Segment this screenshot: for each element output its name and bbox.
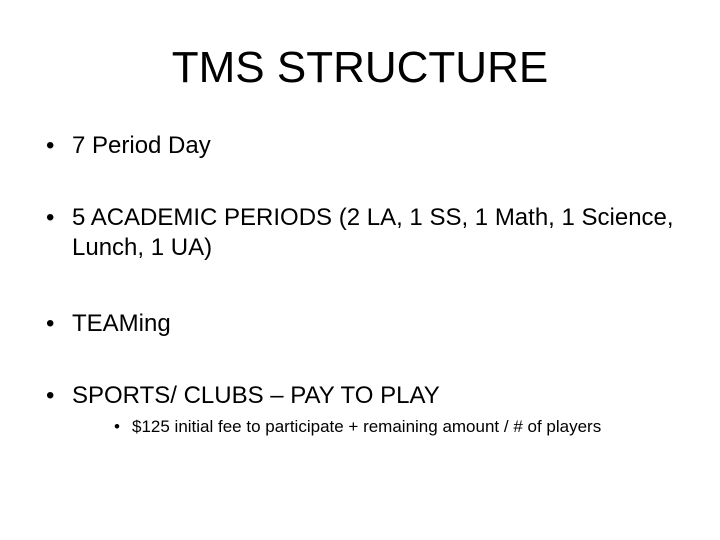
bullet-text: SPORTS/ CLUBS – PAY TO PLAY <box>72 382 440 409</box>
bullet-item <box>46 309 686 339</box>
sub-bullet-marker: • <box>114 417 120 436</box>
bullet-item <box>46 203 686 263</box>
bullet-marker: • <box>46 382 55 409</box>
bullet-text: 7 Period Day <box>72 132 211 159</box>
bullet-marker: • <box>46 310 55 337</box>
sub-bullet-text: $125 initial fee to participate + remaining amount / # of players <box>132 417 602 436</box>
bullet-item <box>46 381 686 411</box>
bullet-text: TEAMing <box>72 310 171 337</box>
sub-bullet-item <box>114 416 634 437</box>
bullet-marker: • <box>46 204 55 231</box>
bullet-text: 5 ACADEMIC PERIODS (2 LA, 1 SS, 1 Math, 1 Science, Lunch, 1 UA) <box>72 204 674 261</box>
slide-title: TMS STRUCTURE <box>171 43 549 92</box>
bullet-item <box>46 131 686 161</box>
bullet-marker: • <box>46 132 55 159</box>
